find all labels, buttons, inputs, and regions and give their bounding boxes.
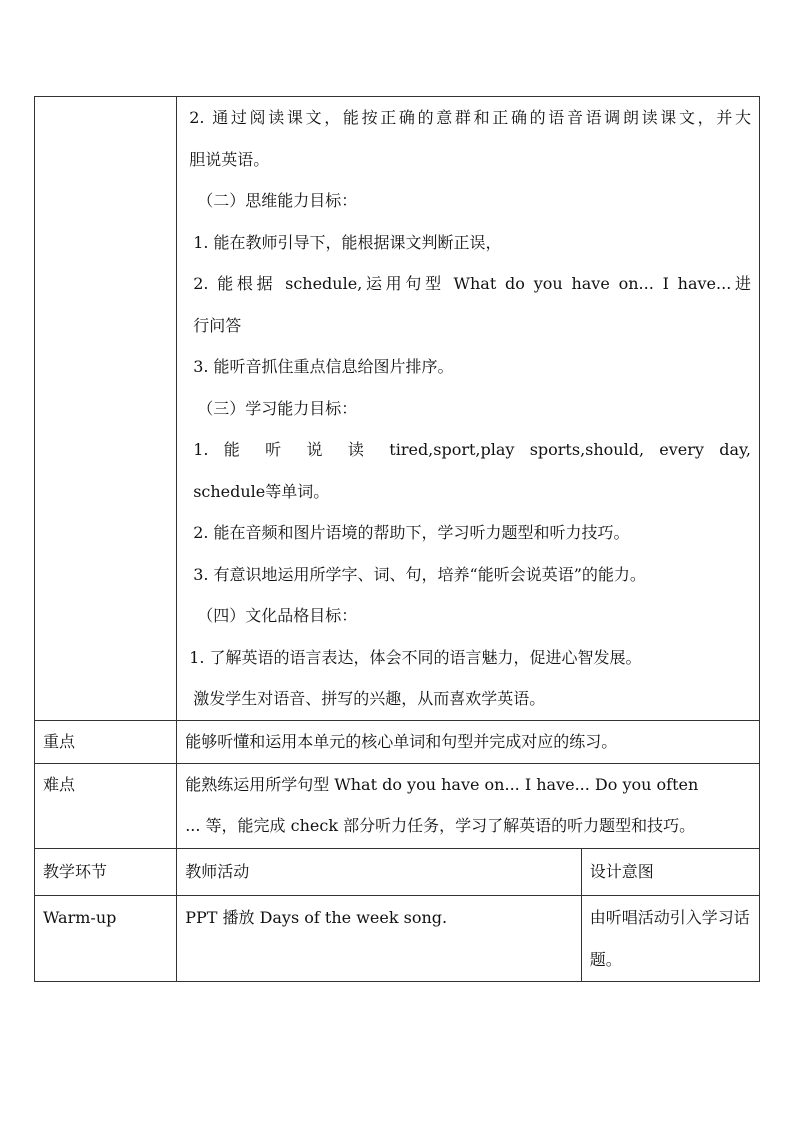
goal-line: 3. 有意识地运用所学字、词、句，培养“能听会说英语”的能力。 (193, 564, 646, 584)
goal-heading: （三）学习能力目标： (197, 398, 358, 418)
warmup-teacher-cell (177, 895, 582, 981)
key-points-text: 能够听懂和运用本单元的核心单词和句型并完成对应的练习。 (185, 731, 618, 751)
teacher-header-cell (177, 848, 582, 895)
header-row (35, 848, 760, 895)
goal-heading: （二）思维能力目标： (197, 191, 358, 210)
key-points-label-cell (35, 720, 177, 763)
difficulties-label-cell (35, 763, 177, 848)
goal-line: 2. 能在音频和图片语境的帮助下，学习听力题型和听力技巧。 (193, 523, 630, 542)
warmup-teacher-activity: PPT 播放 Days of the week song. (185, 907, 448, 927)
goal-line: 行问答 (193, 315, 242, 335)
stage-header-cell (35, 848, 177, 895)
difficulties-text-cell (177, 763, 760, 848)
goal-line: 胆说英语。 (189, 149, 270, 169)
intent-header-cell (581, 848, 759, 895)
goal-line: 2. 通过阅读课文，能按正确的意群和正确的语音语调朗读课文，并大 (189, 108, 751, 127)
warmup-row (35, 895, 760, 981)
warmup-stage: Warm-up (43, 907, 117, 927)
goal-line: 1. 能 听 说 读 tired,sport,play sports,should, every day, (193, 440, 751, 459)
goal-line: 激发学生对语音、拼写的兴趣，从而喜欢学英语。 (193, 689, 546, 708)
goal-heading: （四）文化品格目标： (197, 606, 358, 625)
goal-line: schedule等单词。 (193, 481, 330, 501)
difficulties-line-1: 能熟练运用所学句型 What do you have on... I have... Do you often (185, 774, 699, 794)
goals-cell (177, 97, 760, 721)
goal-line: 1. 能在教师引导下，能根据课文判断正误， (193, 232, 502, 252)
difficulties-label: 难点 (43, 774, 76, 794)
difficulties-line-2: ... 等，能完成 check 部分听力任务，学习了解英语的听力题型和技巧。 (185, 815, 696, 835)
teacher-activity-header: 教师活动 (185, 861, 250, 881)
warmup-intent-cell (581, 895, 759, 981)
key-points-label: 重点 (43, 731, 76, 751)
goal-line: 1. 了解英语的语言表达，体会不同的语言魅力，促进心智发展。 (189, 647, 642, 667)
warmup-design-intent: 由听唱活动引入学习话题。 (589, 907, 750, 969)
difficulties-row (35, 763, 760, 848)
lesson-plan-table (34, 96, 760, 982)
design-intent-header: 设计意图 (589, 861, 654, 881)
goal-line: 3. 能听音抓住重点信息给图片排序。 (193, 357, 454, 376)
goals-row (35, 97, 760, 721)
goal-line: 2. 能根据 schedule,运用句型 What do you have on... I have...进 (193, 274, 751, 293)
key-points-text-cell (177, 720, 760, 763)
stage-header: 教学环节 (43, 861, 108, 881)
key-points-row (35, 720, 760, 763)
warmup-stage-cell (35, 895, 177, 981)
goals-label-cell (35, 97, 177, 721)
